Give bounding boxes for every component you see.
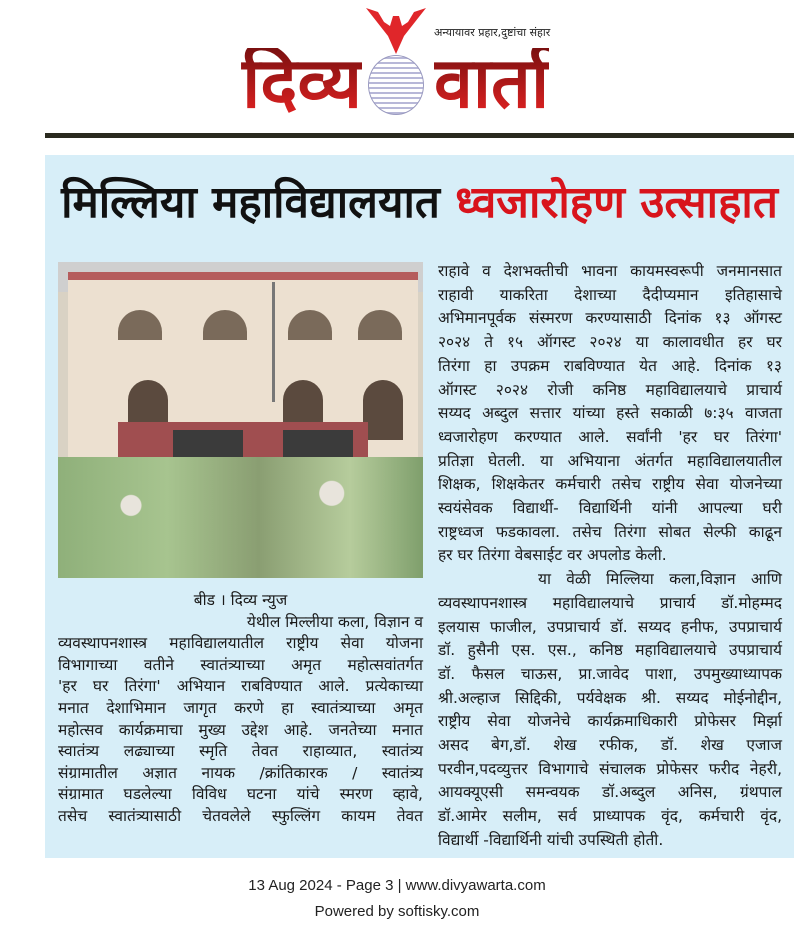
text-line: संग्रामात घडलेल्या विविध घटना यांचे स्मरण व्हावे, [58,785,423,804]
text-line: तसेच स्वातंत्र्यासाठी चेतवलेले स्फुल्लिंग कायम तेवत [58,806,423,825]
text-line: असद बेग,डॉ. शेख रफीक, डॉ. शेख एजाज [438,736,782,755]
masthead-divider [45,133,794,138]
text-line: प्रतिज्ञा घेतली. या अभियाना अंतर्गत महाविद्यालयातील [438,451,782,470]
logo-text-left: दिव्य [160,48,362,118]
logo-text-right: वार्ता [434,42,550,124]
eagle-icon [360,6,432,56]
text-line: या वेळी मिल्लिया कला,विज्ञान आणि [538,570,782,589]
text-line: राहावे व देशभक्तीची भावना कायमस्वरूपी जनमानसात [438,262,782,280]
article-photo [58,262,423,578]
dateline: बीड । दिव्य न्युज [193,591,288,609]
text-line: डॉ.आमेर सलीम, सर्व प्राध्यापक वृंद, कर्मचारी वृंद, [438,807,782,826]
text-line: मनात देशाभिमान जागृत करणे हा स्वातंत्र्याच्या अमृत [58,698,423,717]
text-line: महोत्सव कार्यक्रमाचा मुख्य उद्देश आहे. जनतेच्या मनात [58,720,423,739]
text-line: राष्ट्रीय सेवा योजनेचे कार्यक्रमाधिकारी प्रोफेसर मिर्झा [438,712,782,731]
text-line: इलयास फाजील, उपप्राचार्य डॉ. सय्यद हनीफ, उपप्राचार्य [438,617,782,636]
text-line: स्वयंसेवक विद्यार्थी- विद्यार्थिनी यांनी आपल्या घरी [438,499,782,518]
article-right-column [438,260,782,853]
text-line: डॉ. फैसल चाऊस, प्रा.जावेद पाशा, उपमुख्याध्यापक [438,664,782,683]
text-line: शिक्षक, शिक्षकेतर कर्मचारी तसेच राष्ट्रीय सेवा योजनेच्या [438,475,782,494]
text-line: परवीन,पदव्युत्तर विभागाचे संचालक प्रोफेसर फरीद नेहरी, [438,759,782,778]
globe-icon [368,55,424,115]
text-line: व्यवस्थापनशास्त्र महाविद्यालयातील राष्ट्रीय सेवा योजना [58,634,423,653]
text-line: २०२४ ते १५ ऑगस्ट २०२४ या कालावधीत हर घर [438,333,782,352]
text-line: तिरंगा हा उपक्रम राबविण्यात येत आहे. दिनांक १३ [438,356,782,375]
headline-red: ध्वजारोहण उत्साहात [455,177,778,228]
text-line: ऑगस्ट २०२४ रोजी कनिष्ठ महाविद्यालयाचे प्राचार्य [438,380,782,399]
text-line: श्री.अल्हाज सिद्दिकी, पर्यवेक्षक श्री. सय्यद मोईनोद्दीन, [438,688,782,707]
text-line: 'हर घर तिरंगा' अभियान राबविण्यात आले. प्रत्येकाच्या [58,677,423,696]
masthead-tagline: अन्यायावर प्रहार,दुष्टांचा संहार [434,26,551,39]
text-line: स्वातंत्र्य लढ्याच्या स्मृति तेवत राहाव्यात, स्वातंत्र्य [58,742,423,761]
text-line: डॉ. हुसैनी एस. एस., कनिष्ठ महाविद्यालयाचे उपप्राचार्य [438,641,782,660]
text-line: व्यवस्थापनशास्त्र महाविद्यालयाचे प्राचार्य डॉ.मोहम्मद [438,593,782,612]
text-line: विद्यार्थी -विद्यार्थिनी यांची उपस्थिती होती. [438,830,664,849]
text-line: ध्वजारोहण करण्यात आले. सर्वांनी 'हर घर तिरंगा' [438,427,782,446]
headline-black: मिल्लिया महाविद्यालयात [61,177,440,228]
article-headline [45,170,794,230]
text-line: संग्रामातील अज्ञात नायक /क्रांतिकारक / स्वातंत्र्य [58,763,423,782]
text-line: आयक्यूएसी समन्वयक डॉ.अब्दुल अनिस, ग्रंथपाल [438,783,782,802]
article-left-column [58,590,423,828]
text-line: राष्ट्रध्वज फडकावला. तसेच तिरंगा सोबत सेल्फी काढून [438,522,782,541]
newspaper-masthead [200,0,600,128]
footer-page-info: 13 Aug 2024 - Page 3 | www.divyawarta.com [248,877,546,894]
text-line: राहावी याकरिता देशाच्या दैदीप्यमान इतिहासाचे [438,285,782,304]
text-line: येथील मिल्लीया कला, विज्ञान व [246,612,423,631]
text-line: अभिमानपूर्वक संस्मरण करण्यासाठी दिनांक १३ ऑगस्ट [438,309,782,328]
text-line: सय्यद अब्दुल सत्तार यांच्या हस्ते सकाळी ७:३५ वाजता [438,404,782,423]
footer-powered-by: Powered by softisky.com [314,903,480,920]
text-line: विभागाच्या वतीने स्वातंत्र्याच्या अमृत महोत्सवांतर्गत [58,655,423,674]
text-line: हर घर तिरंगा वेबसाईट वर अपलोड केली. [438,546,667,565]
